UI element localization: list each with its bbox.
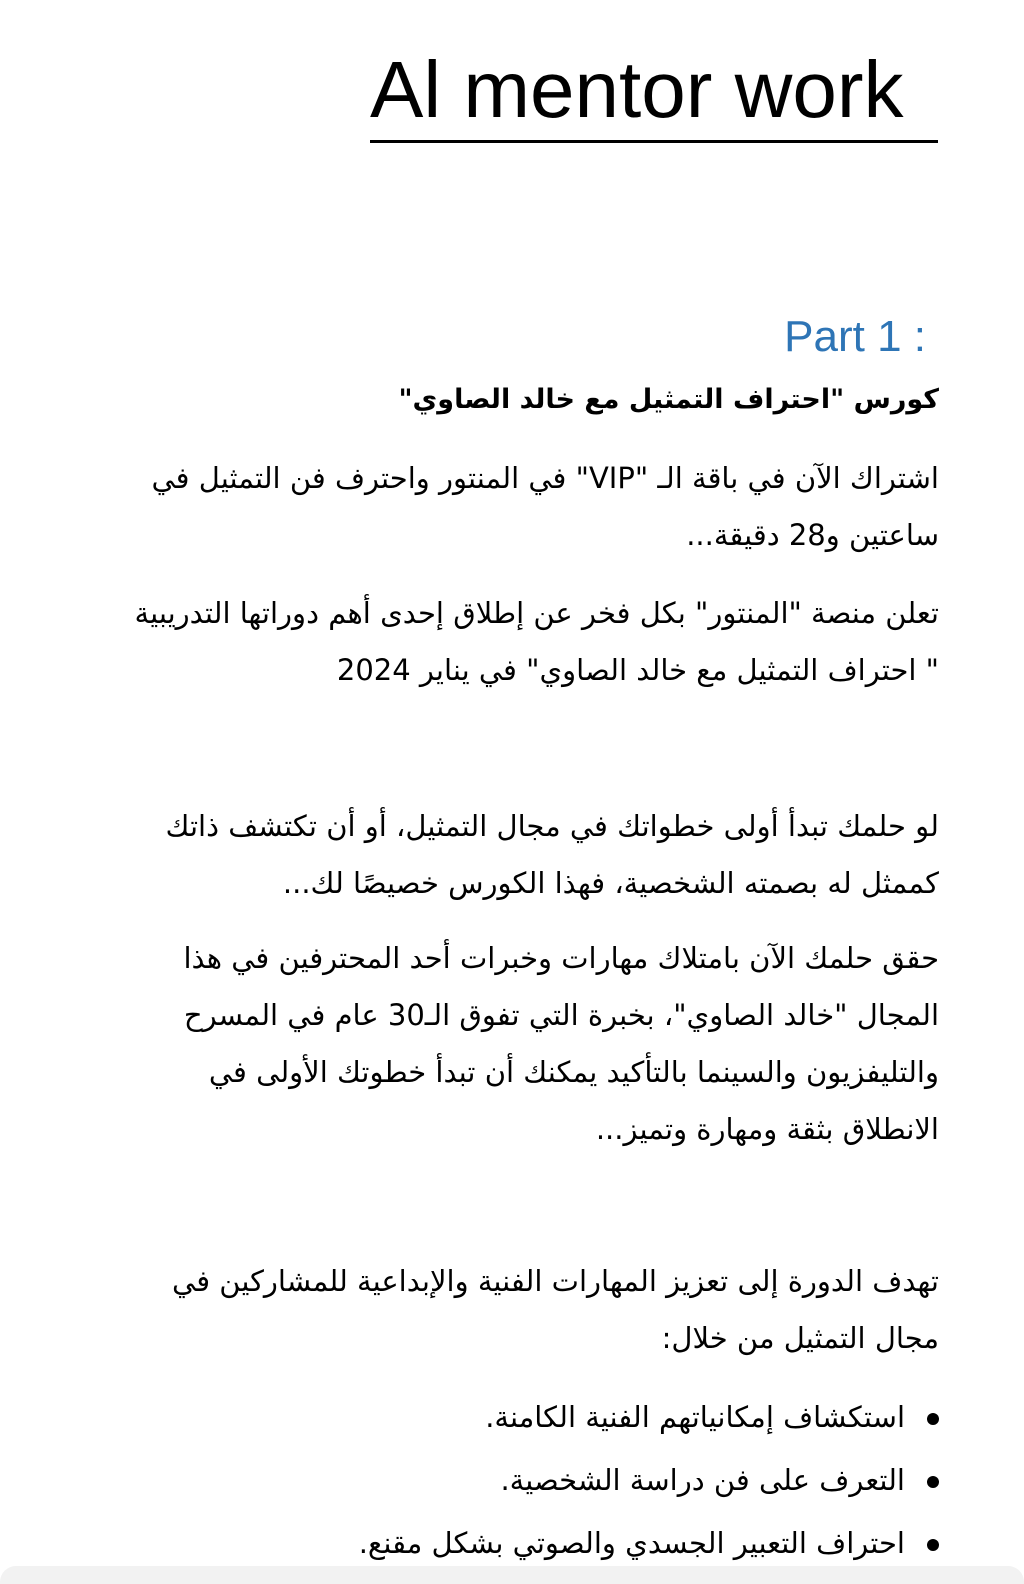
paragraph-subscribe: اشتراك الآن في باقة الـ "VIP" في المنتور واحترف فن التمثيل في ساعتين و28 دقيقة... (151, 461, 939, 552)
course-heading: كورس "احتراف التمثيل مع خالد الصاوي" (398, 384, 939, 415)
bullet-icon (927, 1539, 939, 1551)
paragraph-achieve: حقق حلمك الآن بامتلاك مهارات وخبرات أحد المحترفين في هذا المجال "خالد الصاوي"، بخبرة التي تفوق الـ30 عام في المسرح والتليفزيون والسينما بالتأكيد يمكنك أن تبدأ خطوتك الأولى في الانطلاق بثقة ومهارة وتميز... (183, 941, 939, 1146)
list-item-text: التعرف على فن دراسة الشخصية. (500, 1463, 905, 1497)
paragraph-goal: تهدف الدورة إلى تعزيز المهارات الفنية والإبداعية للمشاركين في مجال التمثيل من خلال: (172, 1264, 939, 1355)
bullet-icon (927, 1476, 939, 1488)
section-heading: Part 1 : (784, 312, 926, 361)
paragraph-dream: لو حلمك تبدأ أولى خطواتك في مجال التمثيل، أو أن تكتشف ذاتك كممثل له بصمته الشخصية، فهذا الكورس خصيصًا لك... (165, 809, 939, 900)
paragraph-announcement: تعلن منصة "المنتور" بكل فخر عن إطلاق إحدى أهم دوراتها التدريبية " احتراف التمثيل مع خالد الصاوي" في يناير 2024 (134, 596, 939, 687)
document-title: Al mentor work (370, 40, 938, 143)
list-item (119, 1388, 939, 1451)
list-item (119, 1451, 939, 1514)
bottom-sheet-edge (0, 1566, 1024, 1584)
bullet-icon (927, 1413, 939, 1425)
list-item-text: استكشاف إمكانياتهم الفنية الكامنة. (485, 1400, 905, 1434)
list-item-text: احتراف التعبير الجسدي والصوتي بشكل مقنع. (358, 1526, 905, 1560)
goals-list (119, 1388, 939, 1577)
